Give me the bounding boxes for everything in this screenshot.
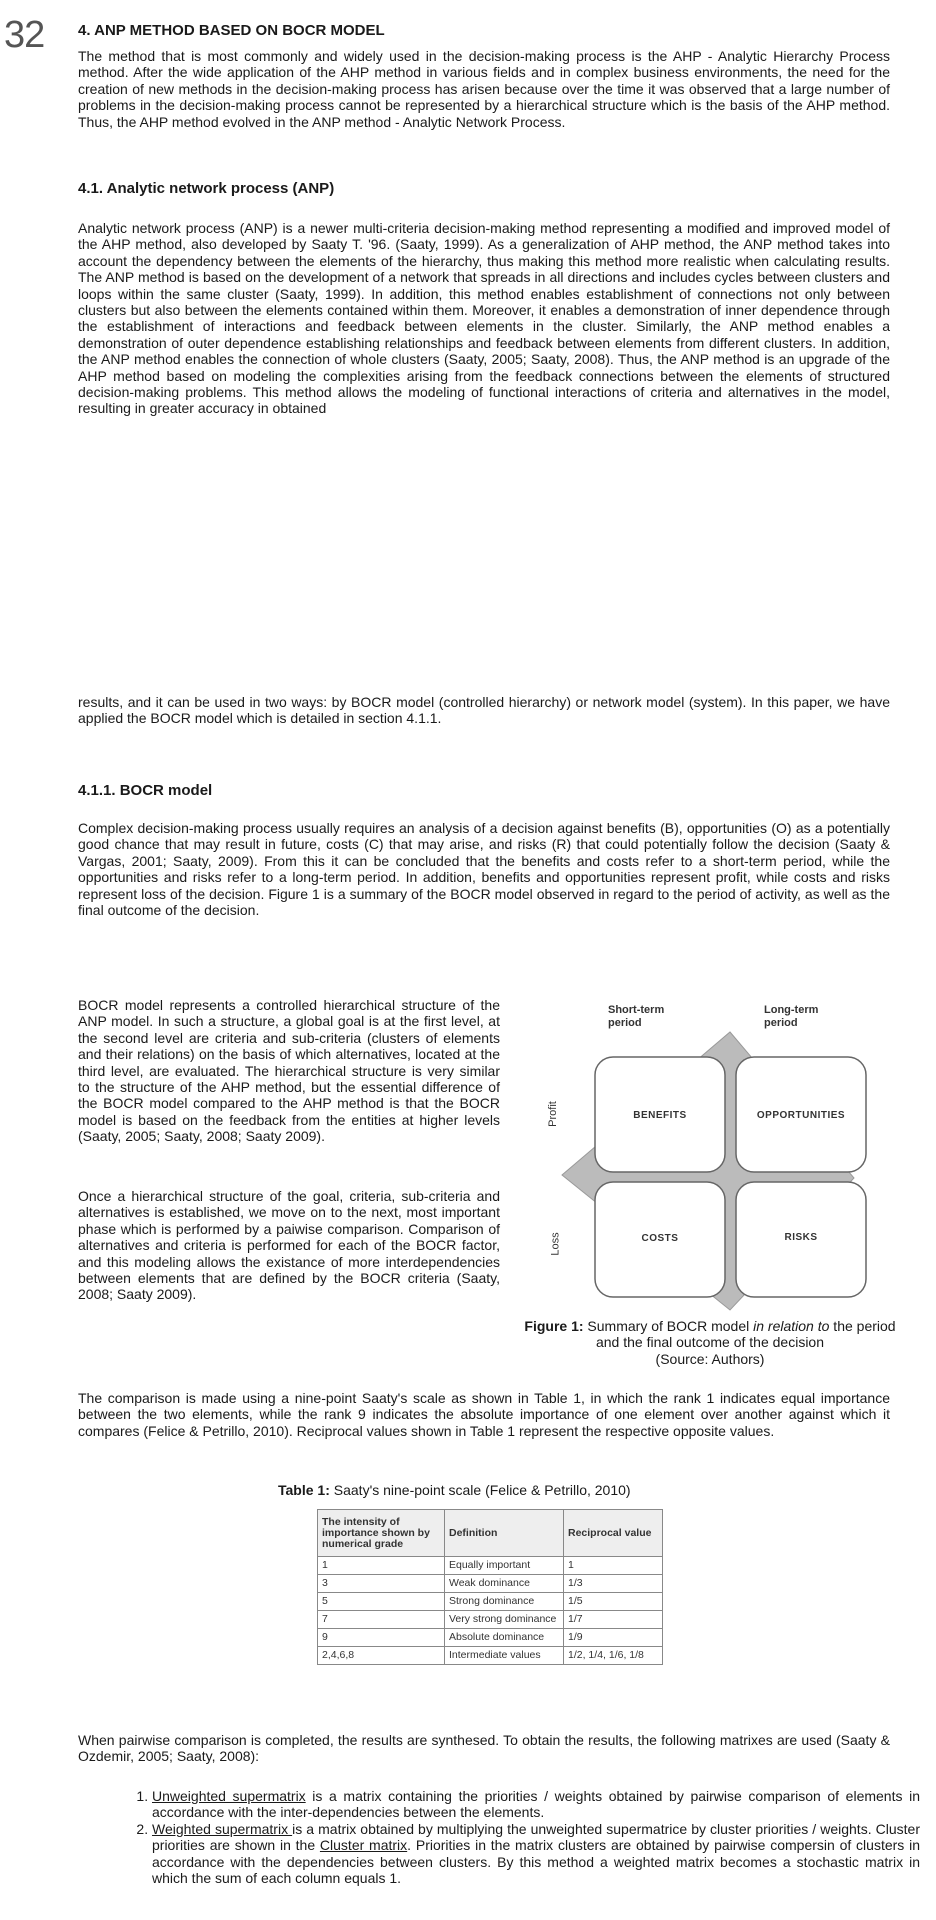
saaty-scale-table: [317, 1509, 663, 1665]
matrix-list: [122, 1788, 920, 1886]
caption-text-2: the period and the final outcome of the decision: [595, 1318, 896, 1351]
caption-text: Summary of BOCR model: [583, 1318, 754, 1334]
figure-caption: [515, 1318, 905, 1367]
table-cell: 1: [318, 1557, 445, 1575]
benefits-label: BENEFITS: [633, 1110, 687, 1121]
subheading-anp: 4.1. Analytic network process (ANP): [78, 180, 335, 197]
paragraph-scale: The comparison is made using a nine-point Saaty's scale as shown in Table 1, in which the rank 1 indicates equal importance between the two elements, while the rank 9 indicates the absolute importance of one element over another against which it compares (Felice & Petrillo, 2010). Reciprocal values shown in Table 1 represent the respective opposite values.: [78, 1390, 890, 1439]
table-cell: Strong dominance: [445, 1593, 564, 1611]
paragraph-synthesis: When pairwise comparison is completed, the results are synthesed. To obtain the results, the following matrixes are used (Saaty & Ozdemir, 2005; Saaty, 2008):: [78, 1732, 890, 1765]
loss-label: Loss: [549, 1232, 562, 1256]
opportunities-label: OPPORTUNITIES: [756, 1110, 846, 1121]
term: Unweighted supermatrix: [152, 1788, 306, 1804]
table-cell: 1/9: [564, 1629, 663, 1647]
paragraph-pairwise: Once a hierarchical structure of the goal, criteria, sub-criteria and alternatives is established, we move on to the next, most important phase which is performed by a paiwise comparison. Comparison of alternatives and criteria is performed for each of the BOCR factor, and this modeling allows the existance of more interdependencies between elements that are defined by the BOCR criteria (Saaty, 2008; Saaty 2009).: [78, 1188, 500, 1303]
table-cell: 5: [318, 1593, 445, 1611]
table-row: [318, 1593, 663, 1611]
header-reciprocal: Reciprocal value: [564, 1510, 663, 1557]
header-definition: Definition: [445, 1510, 564, 1557]
bocr-figure: [520, 990, 900, 1330]
table-row: [318, 1575, 663, 1593]
cluster-matrix-link: Cluster matrix: [319, 1837, 408, 1854]
table-cell: Very strong dominance: [445, 1611, 564, 1629]
table-label: Table 1:: [278, 1482, 330, 1498]
paragraph-anp: Analytic network process (ANP) is a newer multi-criteria decision-making method representing a modified and improved model of the AHP method, also developed by Saaty T. '96. (Saaty, 1999). As a generalization of AHP method, the ANP method takes into account the dependency between the elements of the hierarchy, thus making this method more realistic when calculating results. The ANP method is based on the development of a network that spreads in all directions and includes cycles between clusters and loops within the same cluster (Saaty, 1999). In addition, this method enables establishment of connections not only between clusters but also between the elements contained within them. Moreover, it enables a demonstration of inner dependence through the establishment of interactions and feedback between elements in the cluster. Similarly, the ANP method enables a demonstration of outer dependence establishing relationships and feedback between elements from different clusters. In addition, the ANP method enables the connection of whole clusters (Saaty, 2005; Saaty, 2008). Thus, the ANP method is an upgrade of the AHP method based on modeling the complexities arising from the feedback connections between the elements of structured decision-making problems. This method allows the modeling of functional interactions of criteria and alternatives in the model, resulting in greater accuracy in obtained: [78, 220, 890, 417]
paragraph-bocr: Complex decision-making process usually requires an analysis of a decision against benefits (B), opportunities (O) as a potentially good chance that may result in future, costs (C) that may arise, and risks (R) that could potentially follow the decision (Saaty & Vargas, 2001; Saaty, 2009). From this it can be concluded that the benefits and costs refer to a short-term period, while the opportunities and risks refer to a long-term period. In addition, benefits and opportunities represent profit, while costs and risks represent loss of the decision. Figure 1 is a summary of the BOCR model observed in regard to the period of activity, as well as the final outcome of the decision.: [78, 820, 890, 919]
table-cell: 1/3: [564, 1575, 663, 1593]
subheading-bocr: 4.1.1. BOCR model: [78, 782, 213, 799]
table-row: [318, 1557, 663, 1575]
table-cell: Intermediate values: [445, 1647, 564, 1665]
list-item: [152, 1821, 920, 1887]
table-cell: 2,4,6,8: [318, 1647, 445, 1665]
table-cell: 1: [564, 1557, 663, 1575]
header-intensity: The intensity of importance shown by numerical grade: [318, 1510, 445, 1557]
risks-label: RISKS: [784, 1232, 818, 1243]
table-caption: [278, 1482, 631, 1498]
table-row: [318, 1611, 663, 1629]
section-heading: 4. ANP METHOD BASED ON BOCR MODEL: [78, 22, 385, 39]
table-cell: 9: [318, 1629, 445, 1647]
short-term-label: Short-term period: [608, 1004, 665, 1029]
page-number: 32: [4, 14, 45, 56]
table-cell: 7: [318, 1611, 445, 1629]
profit-label: Profit: [546, 1101, 559, 1127]
paragraph-bocr-hierarchy: BOCR model represents a controlled hierarchical structure of the ANP model. In such a structure, a global goal is at the first level, at the second level are criteria and sub-criteria (clusters of elements and their relations) on the basis of which alternatives, located at the third level, are evaluated. The hierarchical structure is very similar to the structure of the AHP method, but the essential difference of the BOCR model compared to the AHP method is that the BOCR model is based on the feedback from the entities at higher levels (Saaty, 2005; Saaty, 2008; Saaty 2009).: [78, 997, 500, 1145]
term: Weighted supermatrix: [152, 1820, 293, 1837]
definition: is a matrix obtained by multiplying the unweighted supermatrice by cluster priorities / weights. Cluster priorities are shown in the: [152, 1820, 920, 1854]
table-caption-text: Saaty's nine-point scale (Felice & Petrillo, 2010): [329, 1482, 631, 1498]
list-item: [152, 1788, 920, 1821]
table-header-row: [318, 1510, 663, 1557]
table-row: [318, 1647, 663, 1665]
table-cell: Absolute dominance: [445, 1629, 564, 1647]
table-row: [318, 1629, 663, 1647]
figure-source: (Source: Authors): [655, 1350, 765, 1367]
table-cell: Equally important: [445, 1557, 564, 1575]
table-cell: 1/5: [564, 1593, 663, 1611]
table-cell: 1/7: [564, 1611, 663, 1629]
paragraph-anp-cont: results, and it can be used in two ways: by BOCR model (controlled hierarchy) or network model (system). In this paper, we have applied the BOCR model which is detailed in section 4.1.1.: [78, 694, 890, 727]
paragraph-intro: The method that is most commonly and widely used in the decision-making process is the AHP - Analytic Hierarchy Process method. After the wide application of the AHP method in various fields and in complex business environments, the need for the creation of new methods in the decision-making process has arisen because over the time it was observed that a large number of problems in the decision-making process cannot be represented by a hierarchical structure which is the basis of the AHP method. Thus, the AHP method evolved in the ANP method - Analytic Network Process.: [78, 48, 890, 130]
table-cell: 1/2, 1/4, 1/6, 1/8: [564, 1647, 663, 1665]
long-term-label: Long-term period: [764, 1004, 819, 1029]
table-cell: 3: [318, 1575, 445, 1593]
caption-italic: in relation to: [753, 1318, 830, 1334]
definition: is a matrix containing the priorities / weights obtained by pairwise comparison of elements in accordance with the inter-dependencies between the elements.: [152, 1788, 920, 1821]
costs-label: COSTS: [641, 1233, 679, 1244]
definition-cont: . Priorities in the matrix clusters are obtained by pairwise compersin of clusters in accordance with the dependencies between clusters. By this method a weighted matrix becomes a stochastic matrix in which the sum of each column equals 1.: [152, 1837, 920, 1887]
table-cell: Weak dominance: [445, 1575, 564, 1593]
figure-label: Figure 1:: [524, 1318, 584, 1334]
